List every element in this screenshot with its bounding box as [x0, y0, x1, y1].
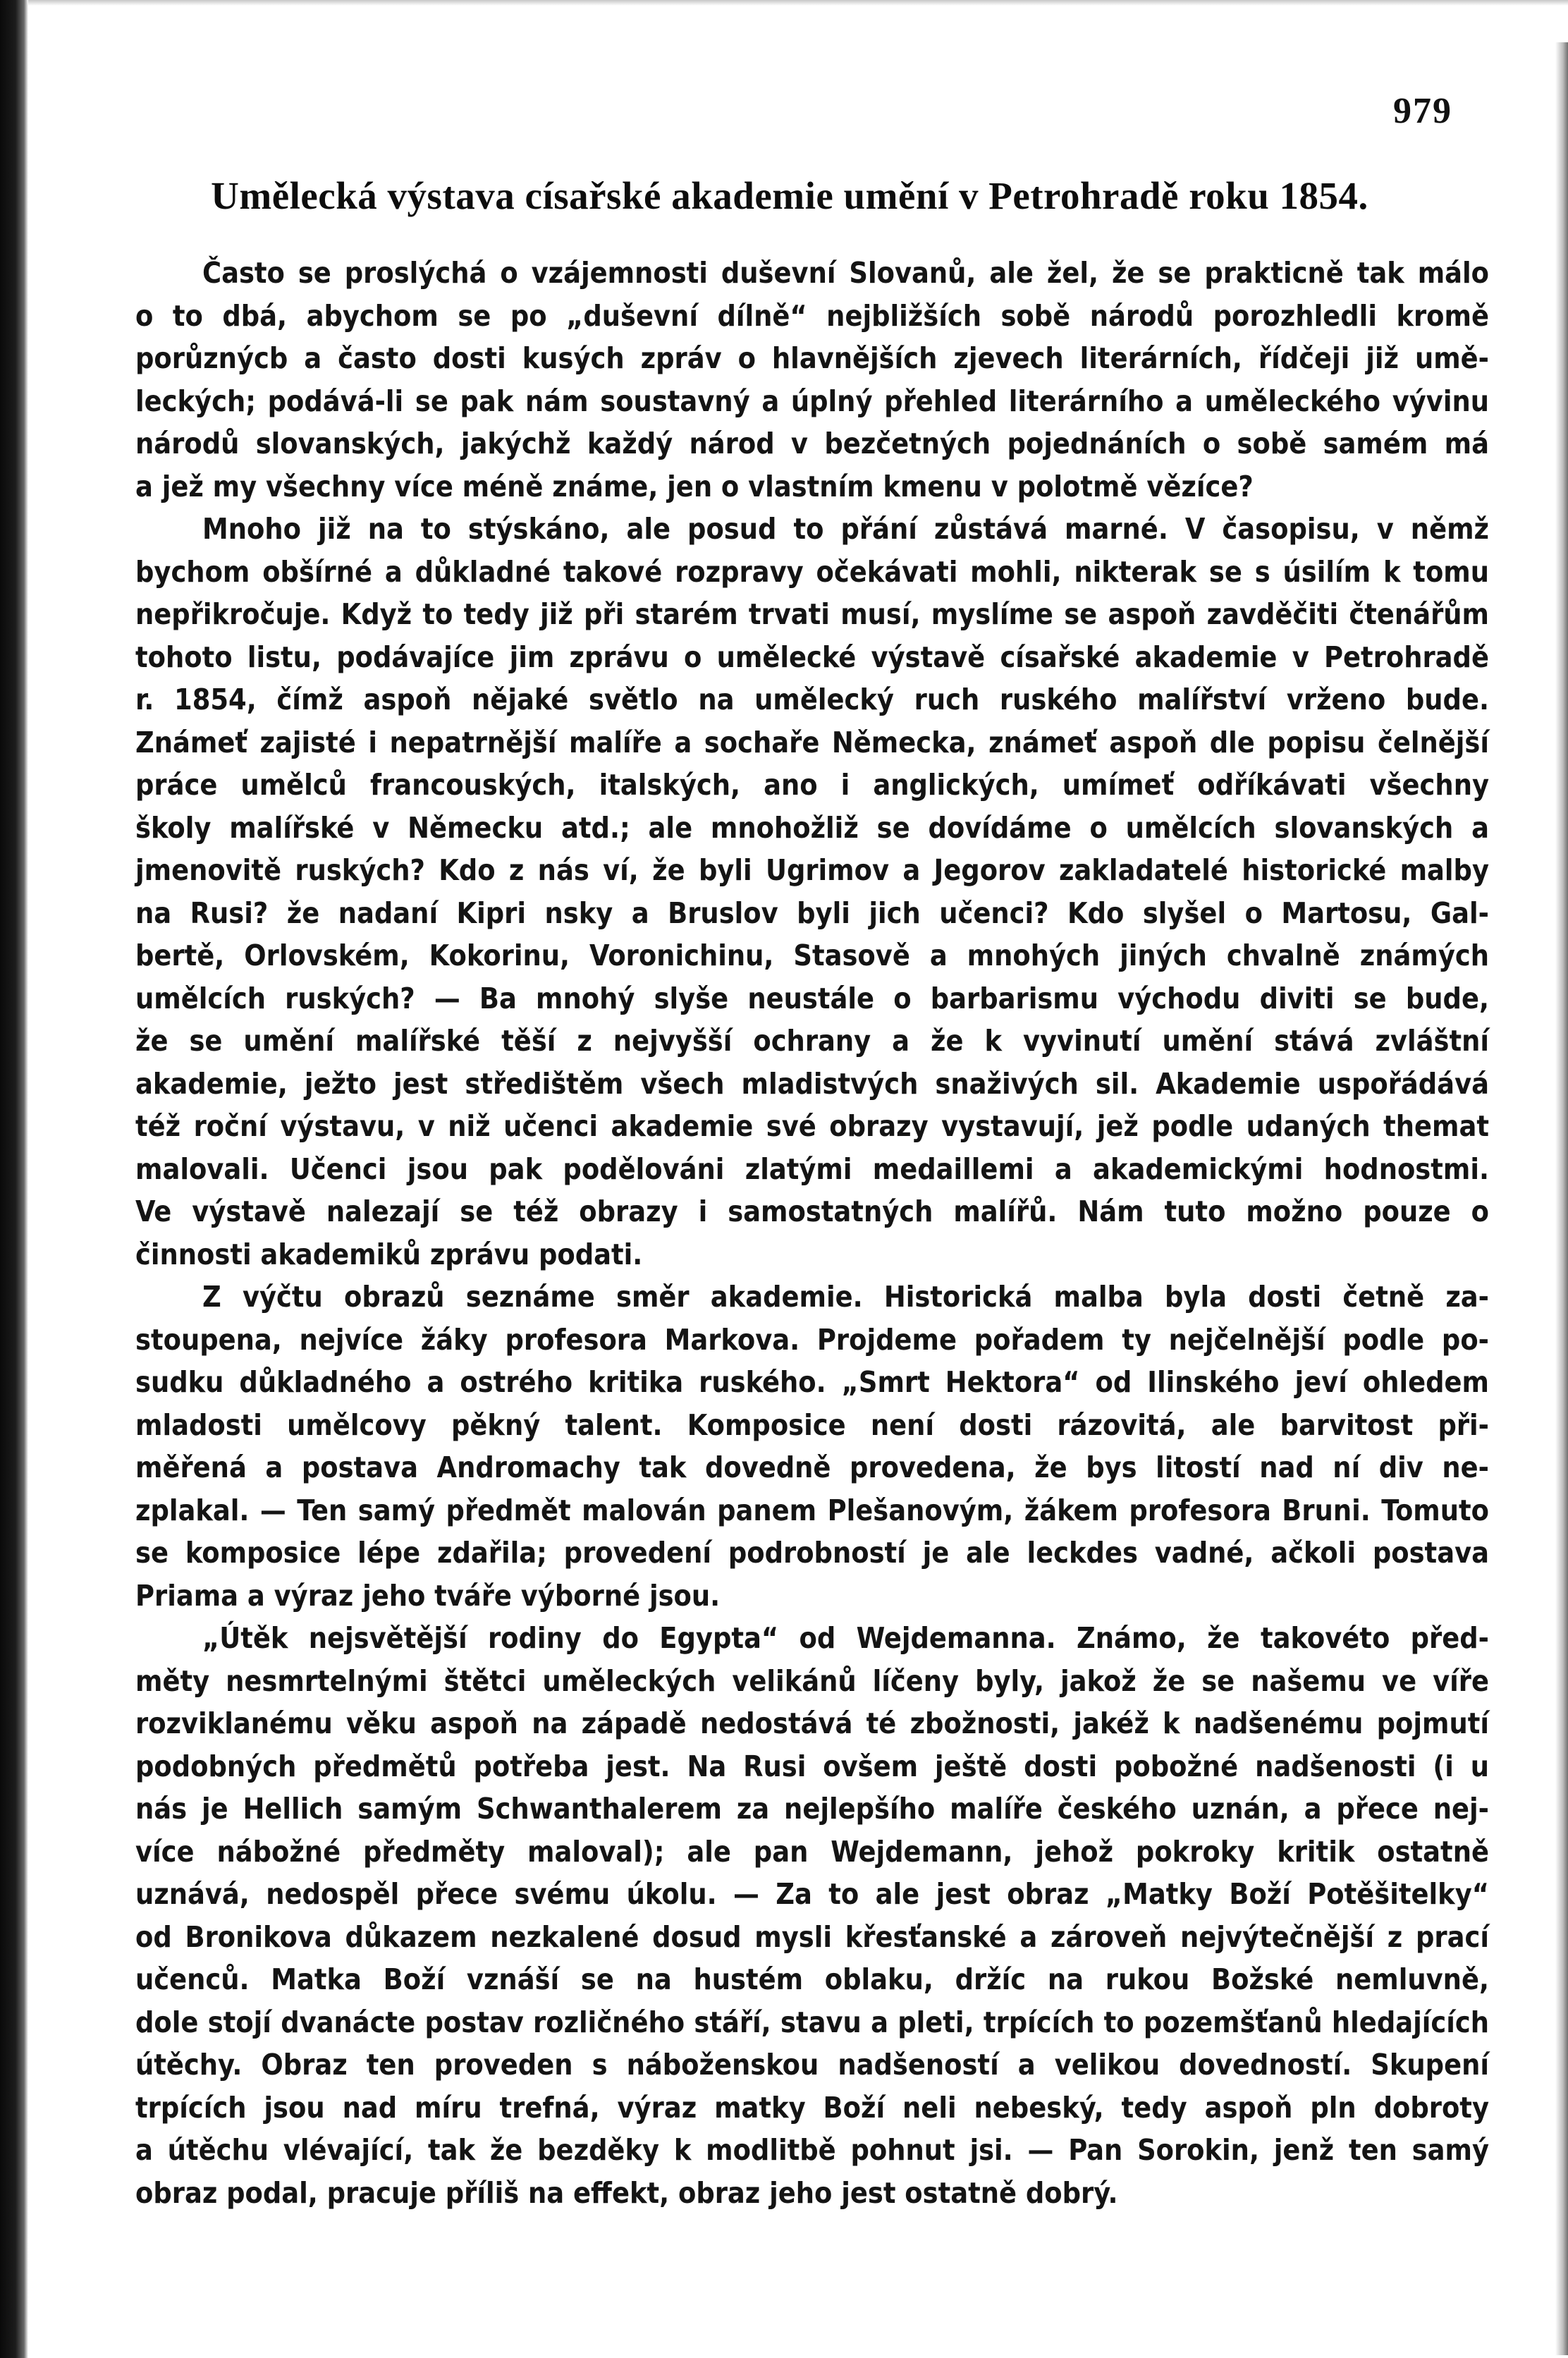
- text-line: akademie, ježto jest středištěm všech mladistvých snaživých sil. Akademie uspořádává: [135, 1066, 1489, 1101]
- text-line: stoupena, nejvíce žáky profesora Markova. Projdeme pořadem ty nejčelnější podle po-: [135, 1322, 1489, 1357]
- text-line: útěchy. Obraz ten proveden s náboženskou nadšeností a velikou dovedností. Skupení: [135, 2048, 1489, 2082]
- page-number: 979: [1393, 91, 1452, 131]
- text-line: národů slovanských, jakýchž každý národ v bezčetných pojednáních o sobě samém má: [135, 427, 1489, 460]
- text-line: práce umělců francouských, italských, ano i anglických, umímeť odříkávati všechny: [135, 768, 1489, 802]
- text-line: nás je Hellich samým Schwanthalerem za nejlepšího malíře českého uznán, a přece nej-: [135, 1792, 1489, 1826]
- text-line: trpících jsou nad míru trefná, výraz matky Boží neli nebeský, tedy aspoň pln dobroty: [135, 2090, 1489, 2125]
- text-line: bychom obšírné a důkladné takové rozpravy očekávati mohli, nikterak se s úsilím k tomu: [135, 554, 1489, 589]
- text-line: že se umění malířské těší z nejvyšší ochrany a že k vyvinutí umění stává zvláštní: [135, 1024, 1489, 1058]
- text-line: uznává, nedospěl přece svému úkolu. — Za to ale jest obraz „Matky Boží Potěšitelky“: [135, 1877, 1489, 1911]
- text-line: Mnoho již na to stýskáno, ale posud to přání zůstává marné. V časopisu, v němž: [202, 512, 1489, 546]
- scan-edge-left: [0, 0, 28, 2358]
- text-line: zplakal. — Ten samý předmět malován panem Plešanovým, žákem profesora Bruni. Tomuto: [135, 1493, 1489, 1527]
- text-line: mladosti umělcovy pěkný talent. Komposice není dosti rázovitá, ale barvitost při-: [135, 1407, 1489, 1442]
- text-line: rozviklanému věku aspoň na západě nedostává té zbožnosti, jakéž k nadšenému pojmutí: [135, 1706, 1489, 1740]
- text-line: malovali. Učenci jsou pak podělováni zlatými medaillemi a akademickými hodnostmi.: [135, 1151, 1489, 1186]
- text-line: a jež my všechny více méně známe, jen o vlastním kmenu v polotmě vězíce?: [135, 469, 1254, 503]
- text-line: Často se proslýchá o vzájemnosti duševní Slovanů, ale žel, že se prakticně tak málo: [202, 256, 1489, 290]
- text-line: Z výčtu obrazů seznáme směr akademie. Historická malba byla dosti četně za-: [202, 1280, 1489, 1314]
- text-line: nepřikročuje. Když to tedy již při starém trvati musí, myslíme se aspoň zavděčiti čtenářům: [135, 597, 1489, 631]
- text-line: Ve výstavě nalezají se též obrazy i samostatných malířů. Nám tuto možno pouze o: [135, 1195, 1489, 1228]
- text-line: sudku důkladného a ostrého kritika ruského. „Smrt Hektora“ od Ilinského jeví ohledem: [135, 1365, 1489, 1399]
- text-line: více nábožné předměty maloval); ale pan Wejdemann, jehož pokroky kritik ostatně: [135, 1834, 1489, 1869]
- text-line: měřená a postava Andromachy tak dovedně provedena, že bys litostí nad ní div ne-: [135, 1450, 1489, 1484]
- text-line: porůznýcb a často dosti kusých zpráv o hlavnějších zjevech literárních, řídčeji již umě-: [135, 341, 1489, 375]
- text-line: „Útěk nejsvětější rodiny do Egypta“ od Wejdemanna. Známo, že takovéto před-: [202, 1621, 1489, 1655]
- text-line: dole stojí dvanácte postav rozličného stáří, stavu a pleti, trpících to pozemšťanů hledajících: [135, 2005, 1489, 2039]
- text-line: učenců. Matka Boží vznáší se na hustém oblaku, držíc na rukou Božské nemluvně,: [135, 1962, 1489, 1996]
- article-body: [135, 252, 1489, 2214]
- text-line: Známeť zajisté i nepatrnější malíře a sochaře Německa, známeť aspoň dle popisu čelnější: [135, 725, 1489, 759]
- text-line: obraz podal, pracuje příliš na effekt, obraz jeho jest ostatně dobrý.: [135, 2175, 1118, 2210]
- text-line: jmenovitě ruských? Kdo z nás ví, že byli Ugrimov a Jegorov zakladatelé historické malby: [135, 853, 1489, 887]
- text-line: leckých; podává-li se pak nám soustavný a úplný přehled literárního a uměleckého vývinu: [135, 384, 1489, 418]
- text-line: činnosti akademiků zprávu podati.: [135, 1237, 643, 1271]
- text-line: se komposice lépe zdařila; provedení podrobností je ale leckdes vadné, ačkoli postava: [135, 1536, 1489, 1570]
- text-line: Priama a výraz jeho tváře výborné jsou.: [135, 1578, 721, 1613]
- text-line: o to dbá, abychom se po „duševní dílně“ nejbližších sobě národů porozhledli kromě: [135, 298, 1489, 333]
- text-line: a útěchu vlévající, tak že bezděky k modlitbě pohnut jsi. — Pan Sorokin, jenž ten samý: [135, 2133, 1489, 2167]
- text-line: od Bronikova důkazem nezkalené dosud mysli křesťanské a zároveň nejvýtečnější z prací: [135, 1919, 1489, 1954]
- text-line: tohoto listu, podávajíce jim zprávu o umělecké výstavě císařské akademie v Petrohradě: [135, 640, 1489, 674]
- article-title: Umělecká výstava císařské akademie umění v Petrohradě roku 1854.: [211, 174, 1368, 217]
- document-page: [56, 0, 1523, 2358]
- text-line: podobných předmětů potřeba jest. Na Rusi ovšem ještě dosti pobožné nadšenosti (i u: [135, 1749, 1489, 1783]
- text-line: měty nesmrtelnými štětci uměleckých velikánů líčeny byly, jakož že se našemu ve víře: [135, 1663, 1489, 1698]
- text-line: školy malířské v Německu atd.; ale mnohožliž se dovídáme o umělcích slovanských a: [135, 810, 1489, 845]
- text-line: r. 1854, čímž aspoň nějaké světlo na umělecký ruch ruského malířství vrženo bude.: [135, 683, 1489, 716]
- text-line: umělcích ruských? — Ba mnohý slyše neustále o barbarismu východu diviti se bude,: [135, 981, 1489, 1015]
- text-line: na Rusi? že nadaní Kipri nsky a Bruslov byli jich učenci? Kdo slyšel o Martosu, Gal-: [135, 896, 1489, 930]
- scan-edge-right: [1555, 42, 1568, 2355]
- text-line: bertě, Orlovském, Kokorinu, Voronichinu, Stasově a mnohých jiných chvalně známých: [135, 939, 1489, 972]
- text-line: též roční výstavu, v niž učenci akademie své obrazy vystavují, jež podle udaných themat: [135, 1109, 1489, 1143]
